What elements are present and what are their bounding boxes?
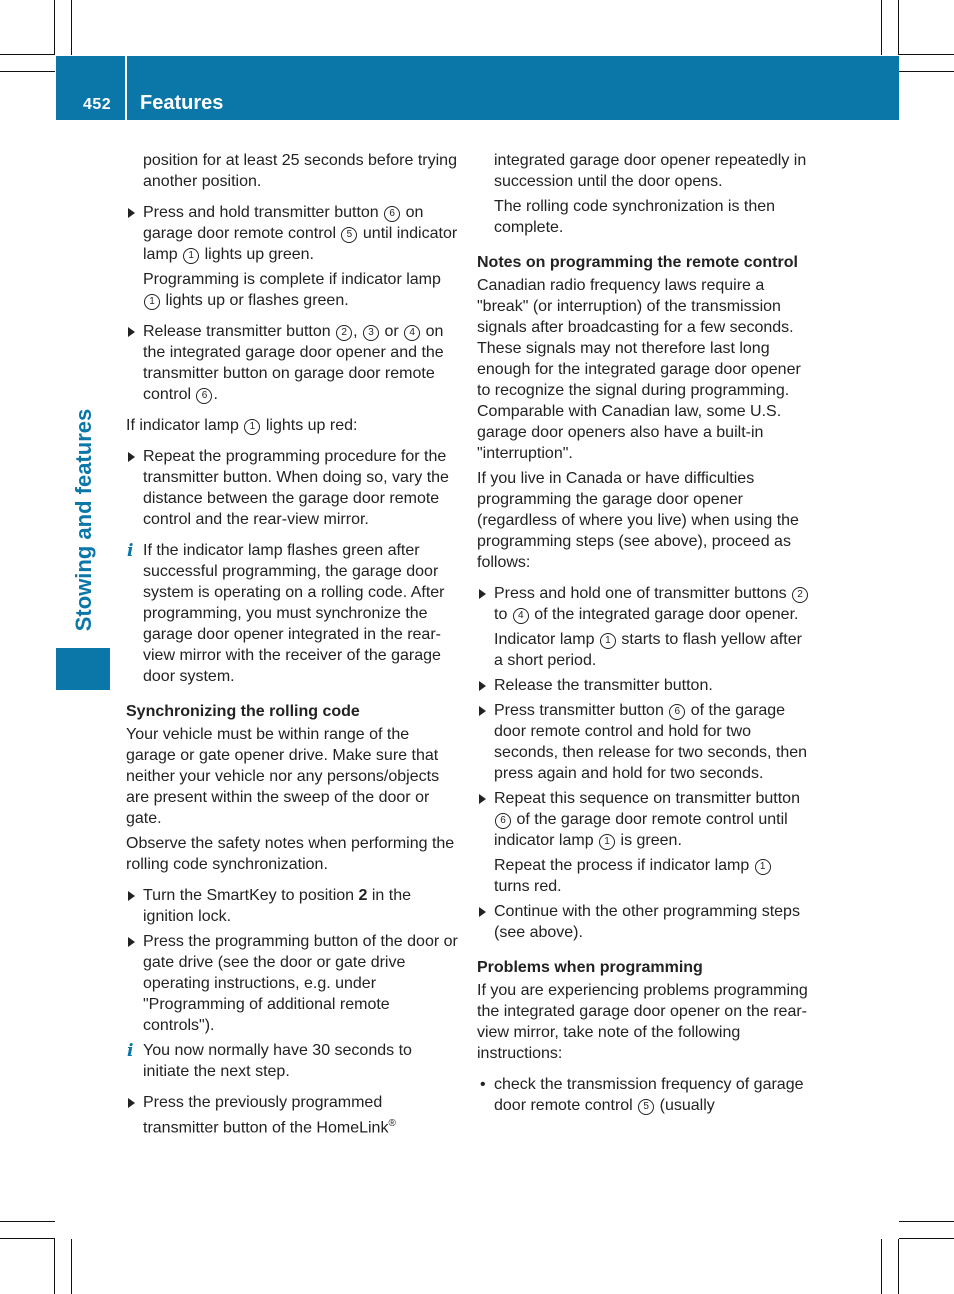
crop-mark	[881, 0, 882, 55]
step-arrow-icon	[128, 208, 135, 218]
callout-number: 1	[755, 859, 771, 875]
step-item: Turn the SmartKey to position 2 in the ignition lock.	[126, 885, 458, 927]
step-item: Continue with the other programming steps (see above).	[477, 901, 811, 943]
callout-number: 2	[336, 325, 352, 341]
callout-number: 1	[244, 419, 260, 435]
callout-number: 5	[341, 227, 357, 243]
crop-mark	[71, 0, 72, 55]
crop-mark	[71, 1239, 72, 1294]
crop-mark	[881, 1239, 882, 1294]
paragraph: integrated garage door opener repeatedly in succession until the door opens.	[494, 152, 807, 190]
callout-number: 3	[363, 325, 379, 341]
crop-mark	[0, 54, 55, 55]
info-note: i If the indicator lamp flashes green after successful programming, the garage door system is operating on a rolling code. After programming, you must synchronize the garage door opener integrated in the rear-view mirror with the receiver of the garage door system.	[127, 541, 445, 685]
paragraph: If indicator lamp 1 lights up red:	[126, 417, 358, 434]
step-arrow-icon	[479, 589, 486, 599]
info-icon: i	[127, 1041, 134, 1061]
step-arrow-icon	[479, 706, 486, 716]
step-item: Release transmitter button 2 , 3 or 4 on the integrated garage door opener and the transmitter button on garage door remote control 6 .	[126, 321, 458, 405]
step-item: Repeat the programming procedure for the transmitter button. When doing so, vary the distance between the garage door remote control and the rear-view mirror.	[126, 446, 458, 530]
paragraph: position for at least 25 seconds before trying another position.	[143, 152, 457, 190]
callout-number: 1	[599, 834, 615, 850]
subheading: Synchronizing the rolling code	[126, 703, 360, 720]
crop-mark	[898, 1239, 899, 1294]
callout-number: 1	[600, 633, 616, 649]
crop-mark	[54, 1239, 55, 1294]
crop-mark	[0, 1221, 55, 1222]
crop-mark	[899, 54, 954, 55]
step-arrow-icon	[128, 937, 135, 947]
side-tab-label: Stowing and features	[71, 408, 96, 632]
callout-number: 2	[792, 587, 808, 603]
header-divider	[125, 56, 127, 120]
info-icon: i	[127, 541, 134, 561]
step-result: Indicator lamp 1 starts to flash yellow after a short period.	[494, 631, 802, 669]
crop-mark	[899, 71, 954, 72]
step-item: Release the transmitter button.	[477, 675, 811, 696]
step-arrow-icon	[128, 891, 135, 901]
step-item: Press and hold one of transmitter buttons 2 to 4 of the integrated garage door opener.	[477, 583, 811, 625]
paragraph: Observe the safety notes when performing the rolling code synchronization.	[126, 835, 455, 873]
crop-mark	[898, 0, 899, 55]
step-arrow-icon	[479, 681, 486, 691]
step-result: Repeat the process if indicator lamp 1 turns red.	[477, 855, 811, 897]
bullet-dot-icon: •	[480, 1076, 486, 1093]
bullet-item: • check the transmission frequency of garage door remote control 5 (usually	[480, 1076, 804, 1114]
step-item: Repeat this sequence on transmitter button 6 of the garage door remote control until indicator lamp 1 is green.	[477, 788, 811, 851]
callout-number: 6	[495, 813, 511, 829]
callout-number: 6	[669, 704, 685, 720]
step-item: Press the programming button of the door or gate drive (see the door or gate drive operating instructions, e.g. under "Programming of additional remote controls").	[126, 931, 458, 1036]
step-arrow-icon	[479, 907, 486, 917]
paragraph: The rolling code synchronization is then complete.	[494, 198, 776, 236]
paragraph: If you live in Canada or have difficulties programming the garage door opener (regardless of where you live) when using the programming steps (see above), proceed as follows:	[477, 470, 799, 571]
callout-number: 6	[384, 206, 400, 222]
subheading: Problems when programming	[477, 959, 703, 976]
callout-number: 6	[196, 388, 212, 404]
callout-number: 5	[638, 1099, 654, 1115]
paragraph: Canadian radio frequency laws require a "break" (or interruption) of the transmission signals after broadcasting for a few seconds. These signals may not therefore last long enough for the integrated garage door opener to recognize the signal during programming. Comparable with Canadian law, some U.S. garage door openers also have a built-in "interruption".	[477, 277, 801, 462]
page-header	[56, 56, 899, 120]
crop-mark	[54, 0, 55, 55]
crop-mark	[0, 71, 55, 72]
subheading: Notes on programming the remote control	[477, 254, 798, 271]
step-result: Programming is complete if indicator lamp 1 lights up or flashes green.	[143, 271, 441, 309]
left-column	[126, 150, 458, 1142]
step-item: Press and hold transmitter button 6 on garage door remote control 5 until indicator lamp 1 lights up green.	[126, 202, 458, 265]
callout-number: 4	[404, 325, 420, 341]
crop-mark	[899, 1238, 954, 1239]
step-arrow-icon	[128, 327, 135, 337]
side-tab-marker	[56, 648, 110, 690]
paragraph: If you are experiencing problems programming the integrated garage door opener on the rear-view mirror, take note of the following instructions:	[477, 982, 808, 1062]
step-item: Press transmitter button 6 of the garage door remote control and hold for two seconds, then release for two seconds, then press again and hold for two seconds.	[477, 700, 811, 784]
step-item: Press the previously programmed transmitter button of the HomeLink®	[126, 1092, 458, 1138]
step-arrow-icon	[479, 794, 486, 804]
page-number: 452	[83, 96, 112, 113]
right-column	[477, 150, 811, 1120]
step-arrow-icon	[128, 1098, 135, 1108]
callout-number: 4	[513, 608, 529, 624]
crop-mark	[899, 1221, 954, 1222]
callout-number: 1	[183, 248, 199, 264]
step-arrow-icon	[128, 452, 135, 462]
crop-mark	[0, 1238, 55, 1239]
callout-number: 1	[144, 294, 160, 310]
section-title: Features	[140, 92, 224, 114]
paragraph: Your vehicle must be within range of the garage or gate opener drive. Make sure that neither your vehicle nor any persons/objects are present within the sweep of the door or gate.	[126, 726, 440, 827]
info-note: i You now normally have 30 seconds to initiate the next step.	[127, 1041, 412, 1080]
